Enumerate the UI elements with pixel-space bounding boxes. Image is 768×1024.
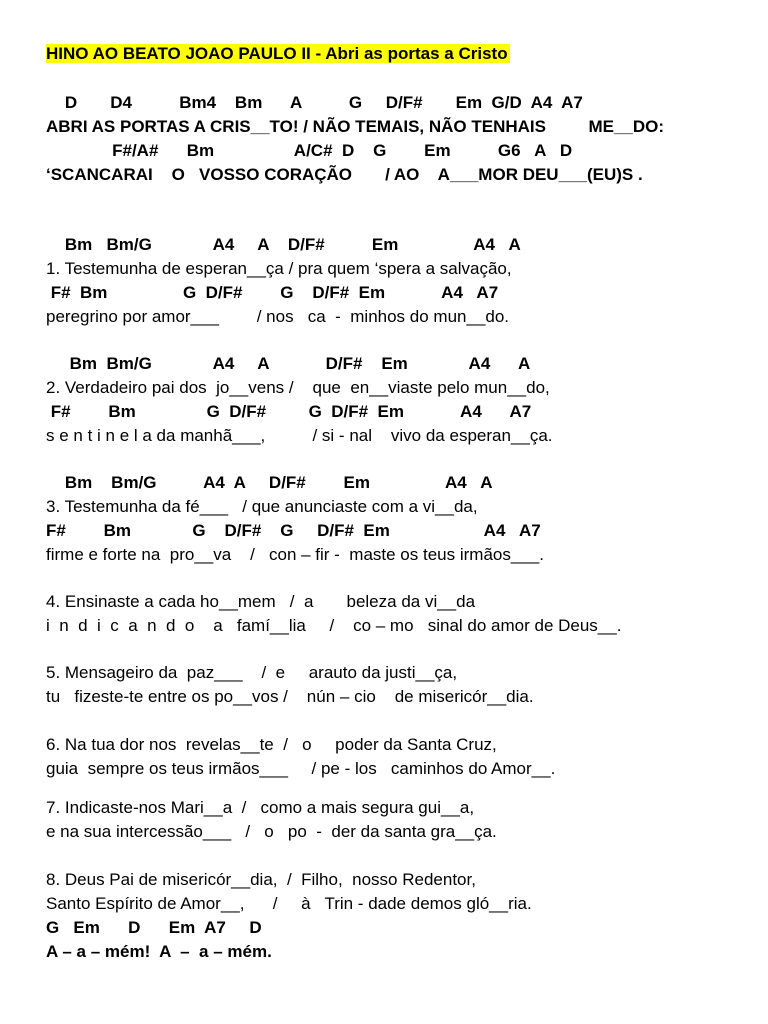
verse-6-lyrics-1: 6. Na tua dor nos revelas__te / o poder da Santa Cruz, [46,735,497,754]
verse-7-lyrics-1: 7. Indicaste-nos Mari__a / como a mais segura gui__a, [46,798,475,817]
verse-2-lyrics-1: 2. Verdadeiro pai dos jo__vens / que en__viaste pelo mun__do, [46,378,550,397]
amen-chords: G Em D Em A7 D [46,918,262,937]
verse-5-lyrics-2: tu fizeste-te entre os po__vos / nún – cio de misericór__dia. [46,687,534,706]
verse-6-lyrics-2: guia sempre os teus irmãos___ / pe - los caminhos do Amor__. [46,759,556,778]
verse-3-chords-1: Bm Bm/G A4 A D/F# Em A4 A [46,473,493,492]
verse-2-lyrics-2: s e n t i n e l a da manhã___, / si - nal vivo da esperan__ça. [46,426,553,445]
verse-3-lyrics-2: firme e forte na pro__va / con – fir - maste os teus irmãos___. [46,545,544,564]
verse-1-lyrics-1: 1. Testemunha de esperan__ça / pra quem ‘spera a salvação, [46,259,512,278]
verse-1-chords-1: Bm Bm/G A4 A D/F# Em A4 A [46,235,521,254]
verse-5-lyrics-1: 5. Mensageiro da paz___ / e arauto da justi__ça, [46,663,458,682]
verse-7-lyrics-2: e na sua intercessão___ / o po - der da santa gra__ça. [46,822,497,841]
verse-2-chords-1: Bm Bm/G A4 A D/F# Em A4 A [46,354,531,373]
verse-3-chords-2: F# Bm G D/F# G D/F# Em A4 A7 [46,521,541,540]
amen-lyrics: A – a – mém! A – a – mém. [46,942,272,961]
verse-3-lyrics-1: 3. Testemunha da fé___ / que anunciaste com a vi__da, [46,497,478,516]
verse-8-lyrics-1: 8. Deus Pai de misericór__dia, / Filho, nosso Redentor, [46,870,476,889]
verse-8-lyrics-2: Santo Espírito de Amor__, / à Trin - dade demos gló__ria. [46,894,532,913]
verse-4-lyrics-1: 4. Ensinaste a cada ho__mem / a beleza da vi__da [46,592,476,611]
verse-2-chords-2: F# Bm G D/F# G D/F# Em A4 A7 [46,402,532,421]
verse-1-chords-2: F# Bm G D/F# G D/F# Em A4 A7 [46,283,499,302]
chorus-lyrics-1: ABRI AS PORTAS A CRIS__TO! / NÃO TEMAIS, NÃO TENHAIS ME__DO: [46,117,665,136]
chorus-chords-2: F#/A# Bm A/C# D G Em G6 A D [46,141,573,160]
chorus-chords-1: D D4 Bm4 Bm A G D/F# Em G/D A4 A7 [46,93,583,112]
hymn-title [46,44,510,66]
chorus-lyrics-2: ‘SCANCARAI O VOSSO CORAÇÃO / AO A___MOR DEU___(EU)S . [46,165,643,184]
title-highlight: HINO AO BEATO JOAO PAULO II - Abri as portas a Cristo [46,44,508,63]
verse-4-lyrics-2: i n d i c a n d o a famí__lia / co – mo sinal do amor de Deus__. [46,616,622,635]
verse-1-lyrics-2: peregrino por amor___ / nos ca - minhos do mun__do. [46,307,510,326]
